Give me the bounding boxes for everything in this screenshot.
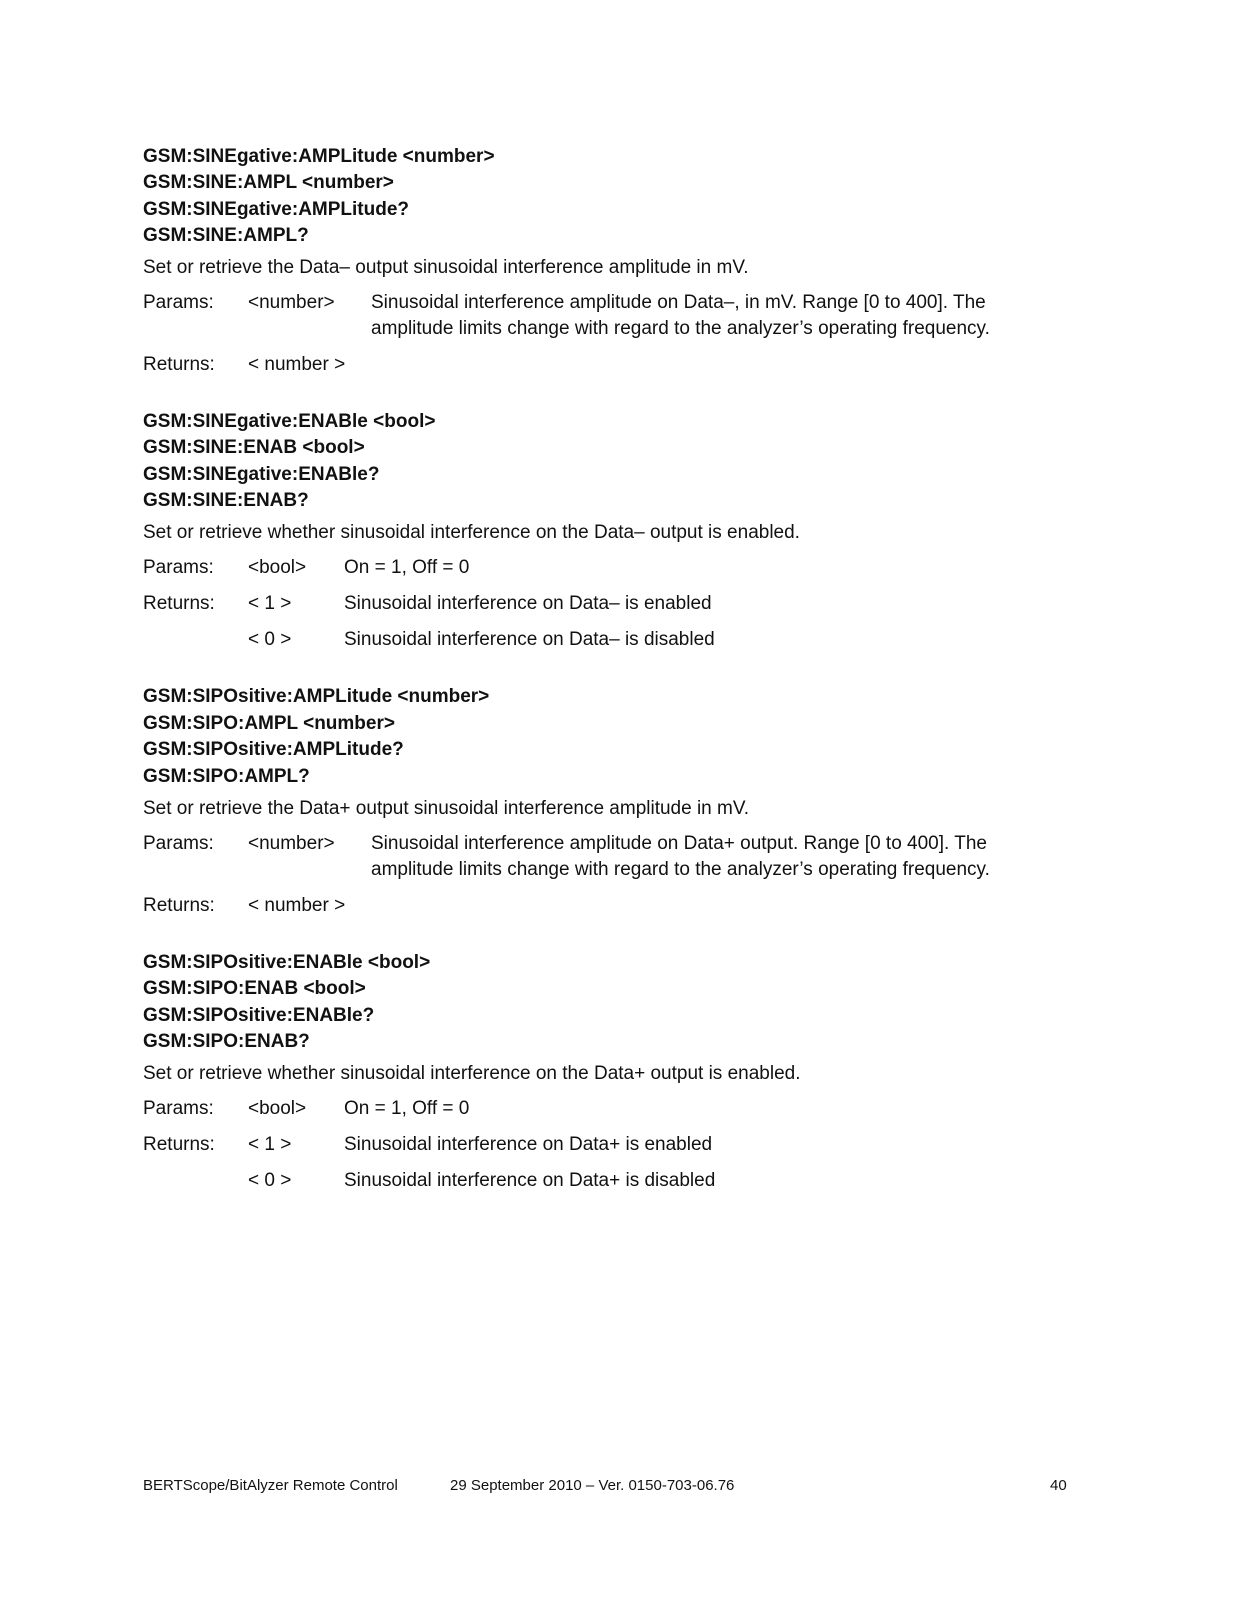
returns-label: Returns: xyxy=(143,1134,215,1155)
command-heading: GSM:SIPOsitive:ENABle? xyxy=(143,1005,375,1026)
param-description: Sinusoidal interference amplitude on Data–, in mV. Range [0 to 400]. The xyxy=(371,292,986,313)
command-heading: GSM:SIPOsitive:AMPLitude? xyxy=(143,739,404,760)
footer-date-version: 29 September 2010 – Ver. 0150-703-06.76 xyxy=(450,1477,735,1494)
command-heading: GSM:SINE:AMPL <number> xyxy=(143,172,394,193)
returns-label: Returns: xyxy=(143,354,215,375)
command-description: Set or retrieve whether sinusoidal interference on the Data– output is enabled. xyxy=(143,522,800,543)
param-description: amplitude limits change with regard to the analyzer’s operating frequency. xyxy=(371,859,990,880)
param-name: <number> xyxy=(248,292,335,313)
params-label: Params: xyxy=(143,1098,214,1119)
returns-label: Returns: xyxy=(143,895,215,916)
command-heading: GSM:SINEgative:ENABle? xyxy=(143,464,380,485)
returns-value: < 0 > xyxy=(248,1170,292,1191)
command-heading: GSM:SINE:AMPL? xyxy=(143,225,309,246)
command-heading: GSM:SIPO:AMPL? xyxy=(143,766,310,787)
returns-value: < 1 > xyxy=(248,593,292,614)
footer-title: BERTScope/BitAlyzer Remote Control xyxy=(143,1477,398,1494)
returns-label: Returns: xyxy=(143,593,215,614)
returns-value: < 0 > xyxy=(248,629,292,650)
command-description: Set or retrieve the Data+ output sinusoidal interference amplitude in mV. xyxy=(143,798,750,819)
params-label: Params: xyxy=(143,833,214,854)
returns-description: Sinusoidal interference on Data– is disabled xyxy=(344,629,715,650)
command-heading: GSM:SINEgative:AMPLitude? xyxy=(143,199,410,220)
param-name: <bool> xyxy=(248,1098,307,1119)
param-name: <bool> xyxy=(248,557,307,578)
page-number: 40 xyxy=(1050,1477,1067,1494)
command-description: Set or retrieve the Data– output sinusoidal interference amplitude in mV. xyxy=(143,257,749,278)
returns-value: < number > xyxy=(248,895,346,916)
param-description: On = 1, Off = 0 xyxy=(344,1098,470,1119)
command-heading: GSM:SIPO:ENAB? xyxy=(143,1031,310,1052)
returns-description: Sinusoidal interference on Data+ is enabled xyxy=(344,1134,713,1155)
params-label: Params: xyxy=(143,292,214,313)
param-description: On = 1, Off = 0 xyxy=(344,557,470,578)
command-description: Set or retrieve whether sinusoidal interference on the Data+ output is enabled. xyxy=(143,1063,801,1084)
command-heading: GSM:SINEgative:AMPLitude <number> xyxy=(143,146,495,167)
param-description: amplitude limits change with regard to the analyzer’s operating frequency. xyxy=(371,318,990,339)
command-heading: GSM:SIPOsitive:ENABle <bool> xyxy=(143,952,431,973)
param-name: <number> xyxy=(248,833,335,854)
command-heading: GSM:SINE:ENAB? xyxy=(143,490,309,511)
param-description: Sinusoidal interference amplitude on Data+ output. Range [0 to 400]. The xyxy=(371,833,987,854)
returns-value: < number > xyxy=(248,354,346,375)
command-heading: GSM:SINEgative:ENABle <bool> xyxy=(143,411,436,432)
command-heading: GSM:SIPO:AMPL <number> xyxy=(143,713,395,734)
command-heading: GSM:SINE:ENAB <bool> xyxy=(143,437,365,458)
returns-description: Sinusoidal interference on Data– is enabled xyxy=(344,593,712,614)
command-heading: GSM:SIPOsitive:AMPLitude <number> xyxy=(143,686,490,707)
command-heading: GSM:SIPO:ENAB <bool> xyxy=(143,978,366,999)
returns-description: Sinusoidal interference on Data+ is disabled xyxy=(344,1170,716,1191)
params-label: Params: xyxy=(143,557,214,578)
returns-value: < 1 > xyxy=(248,1134,292,1155)
